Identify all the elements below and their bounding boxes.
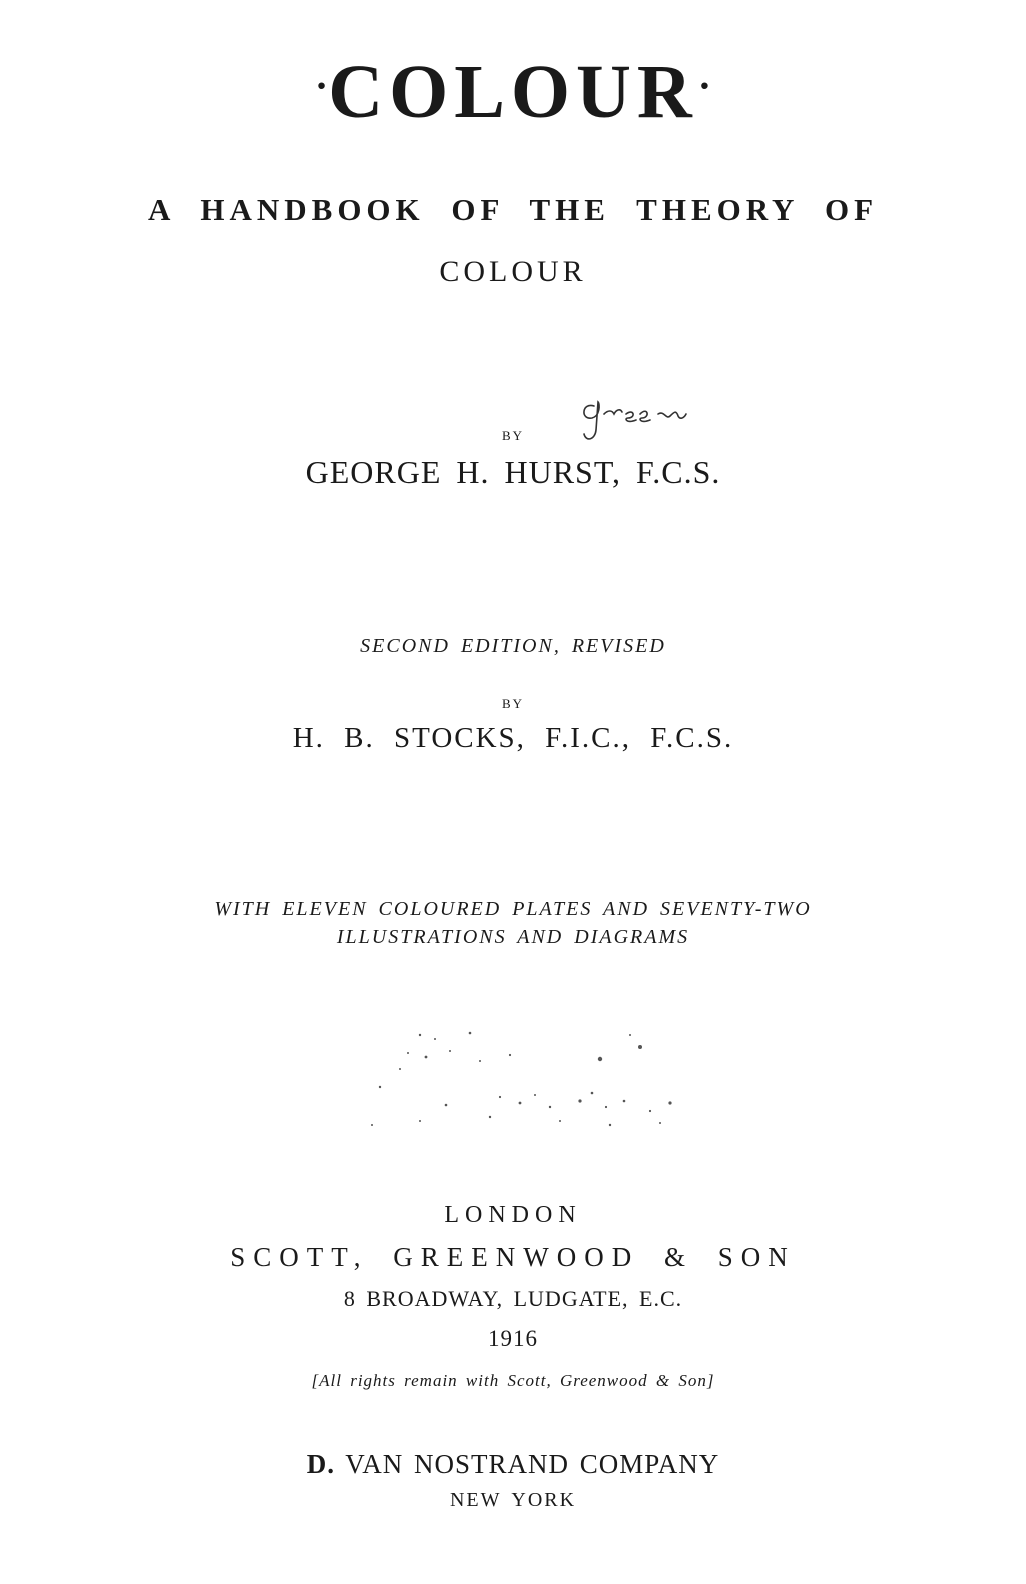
imprint-year: 1916 <box>488 1326 538 1351</box>
subtitle-line-2: COLOUR <box>439 255 587 288</box>
us-publisher-city: NEW YORK <box>449 1489 577 1511</box>
subtitle-line-1: A HANDBOOK OF THE THEORY OF <box>147 192 879 227</box>
rights-notice: [All rights remain with Scott, Greenwood & Son] <box>311 1371 715 1390</box>
imprint-address: 8 BROADWAY, LUDGATE, E.C. <box>343 1286 683 1311</box>
by-label: BY <box>501 428 525 443</box>
imprint-publisher: SCOTT, GREENWOOD & SON <box>230 1242 796 1272</box>
book-title-text: COLOUR <box>328 50 698 134</box>
imprint-city: LONDON <box>444 1202 582 1228</box>
author-name: GEORGE H. HURST, F.C.S. <box>305 454 721 490</box>
plates-line-2: ILLUSTRATIONS AND DIAGRAMS <box>336 926 690 948</box>
title-ornament-right: · <box>697 63 712 108</box>
title-ornament-left: · <box>314 63 329 108</box>
by-label-2: BY <box>501 696 525 711</box>
reviser-name: H. B. STOCKS, F.I.C., F.C.S. <box>292 722 734 754</box>
handwritten-annotation <box>574 384 714 454</box>
us-publisher-initial: D. <box>306 1449 335 1479</box>
us-publisher <box>0 1447 1026 1481</box>
book-title <box>0 46 1026 132</box>
us-publisher-name: VAN NOSTRAND COMPANY <box>345 1449 720 1479</box>
stamp-residue <box>360 1025 690 1135</box>
plates-line-1: WITH ELEVEN COLOURED PLATES AND SEVENTY-TWO <box>214 898 812 920</box>
edition-statement: SECOND EDITION, REVISED <box>360 635 666 657</box>
